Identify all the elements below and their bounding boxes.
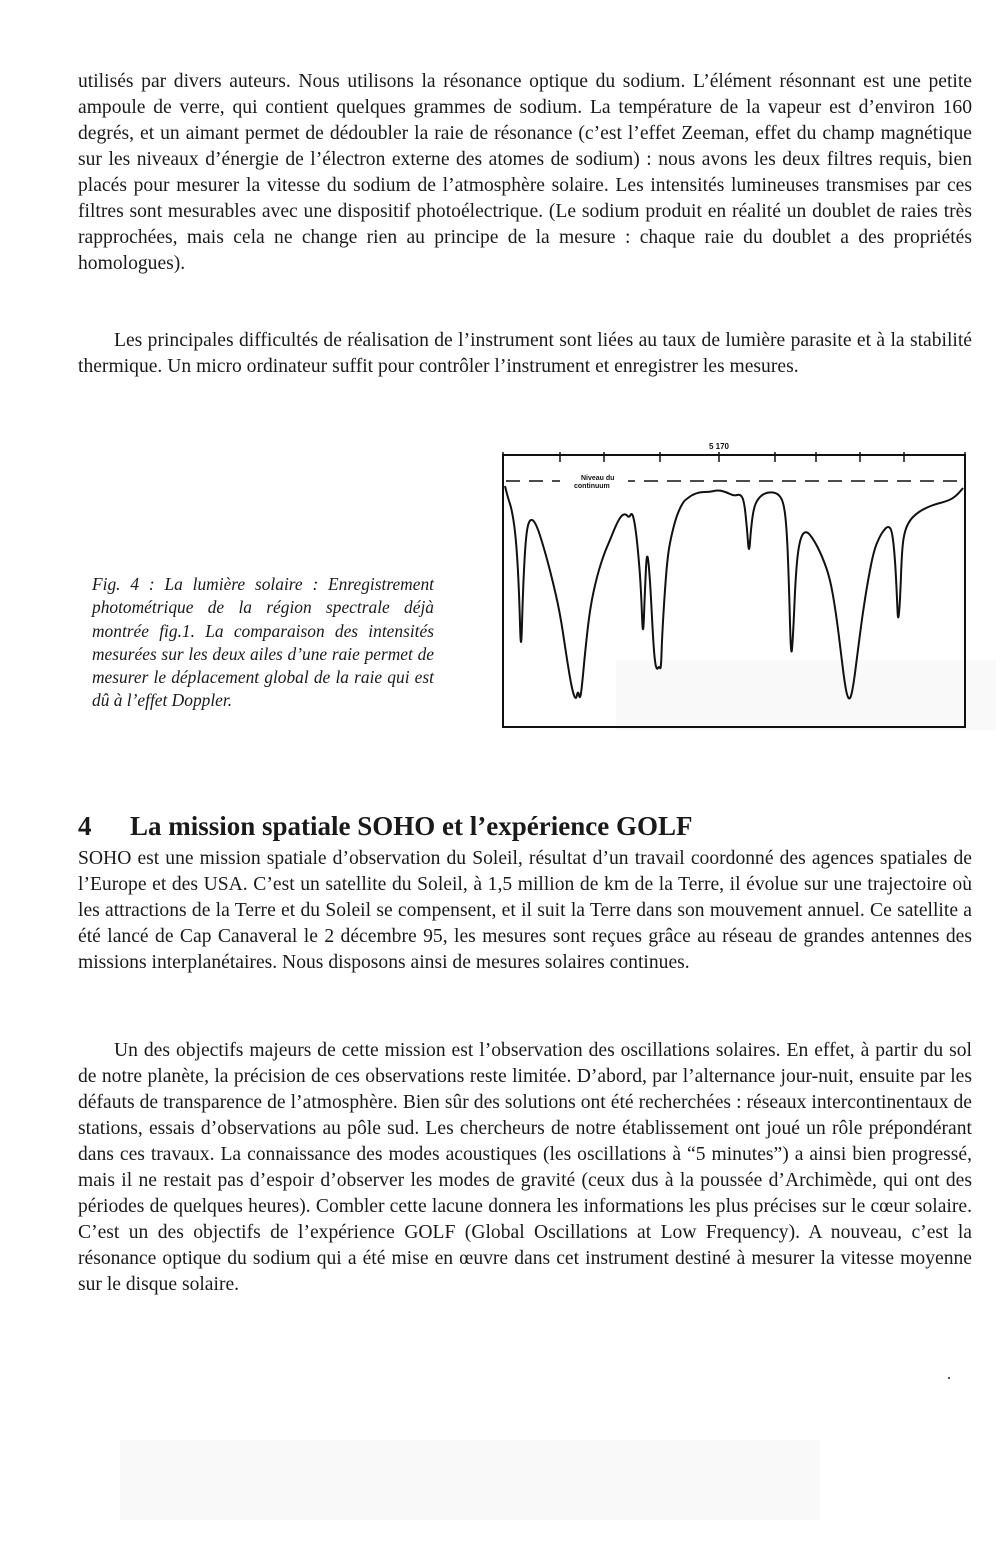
spectrum-trace	[505, 486, 963, 699]
section-number: 4	[78, 811, 92, 841]
paragraph-soho-mission: SOHO est une mission spatiale d’observation du Soleil, résultat d’un travail coordonné des agences spatiales de l’Europe et des USA. C’est un satellite du Soleil, à 1,5 million de km de la Terre, il évolue sur une trajectoire où les attractions de la Terre et du Soleil se compensent, et il suit la Terre dans son mouvement annuel. Ce satellite a été lancé de Cap Canaveral le 2 décembre 95, les mesures sont reçues grâce au réseau de grandes antennes des missions interplanétaires. Nous disposons ainsi de mesures solaires continues.	[78, 848, 972, 973]
section-heading	[78, 808, 692, 844]
section-title: La mission spatiale SOHO et l’expérience GOLF	[130, 811, 693, 841]
paragraph-golf-objectives: Un des objectifs majeurs de cette mission est l’observation des oscillations solaires. En effet, à partir du sol de notre planète, la précision de ces observations reste limitée. D’abord, par l’alternance jour-nuit, ensuite par les défauts de transparence de l’atmosphère. Bien sûr des solutions ont été recherchées : réseaux intercontinentaux de stations, essais d’observations au pôle sud. Les chercheurs de notre établissement ont joué un rôle prépondérant dans ces travaux. La connaissance des modes acoustiques (les oscillations à “5 minutes”) a ainsi bien progressé, mais il ne restait pas d’espoir d’observer les modes de gravité (ceux dus à la poussée d’Archimède, qui ont des périodes de quelques heures). Combler cette lacune donnera les informations les plus précises sur le cœur solaire. C’est un des objectifs de l’expérience GOLF (Global Oscillations at Low Frequency). A nouveau, c’est la résonance optique du sodium qui a été mise en œuvre dans cet instrument destiné à mesurer la vitesse moyenne sur le disque solaire.	[78, 1040, 972, 1295]
continuum-label-line2: continuum	[574, 483, 610, 490]
tick-label: 5 170	[708, 442, 730, 451]
axis-ticks	[503, 452, 965, 462]
bleed-through-shadow	[120, 1440, 820, 1520]
paragraph-instrument-difficulties: Les principales difficultés de réalisation de l’instrument sont liées au taux de lumière parasite et à la stabilité thermique. Un micro ordinateur suffit pour contrôler l’instrument et enregistrer les mesures.	[78, 330, 972, 377]
spectrum-plot	[500, 438, 968, 728]
figure-caption: Fig. 4 : La lumière solaire : Enregistrement photométrique de la région spectrale déjà montrée fig.1. La comparaison des intensités mesurées sur les deux ailes d’une raie permet de mesurer le déplacement global de la raie qui est dû à l’effet Doppler.	[92, 574, 434, 711]
paragraph-sodium-resonance: utilisés par divers auteurs. Nous utilisons la résonance optique du sodium. L’élément résonnant est une petite ampoule de verre, qui contient quelques grammes de sodium. La température de la vapeur est d’environ 160 degrés, et un aimant permet de dédoubler la raie de résonance (c’est l’effet Zeeman, effet du champ magnétique sur les niveaux d’énergie de l’électron externe des atomes de sodium) : nous avons les deux filtres requis, bien placés pour mesurer la vitesse du sodium de l’atmosphère solaire. Les intensités lumineuses transmises par ces filtres sont mesurables avec une dispositif photoélectrique. (Le sodium produit en réalité un doublet de raies très rapprochées, mais cela ne change rien au principe de la mesure : chaque raie du doublet a des propriétés homologues).	[78, 71, 972, 274]
spectrum-figure	[500, 438, 968, 728]
continuum-label-line1: Niveau du	[581, 475, 615, 482]
scan-speck	[948, 1377, 950, 1379]
